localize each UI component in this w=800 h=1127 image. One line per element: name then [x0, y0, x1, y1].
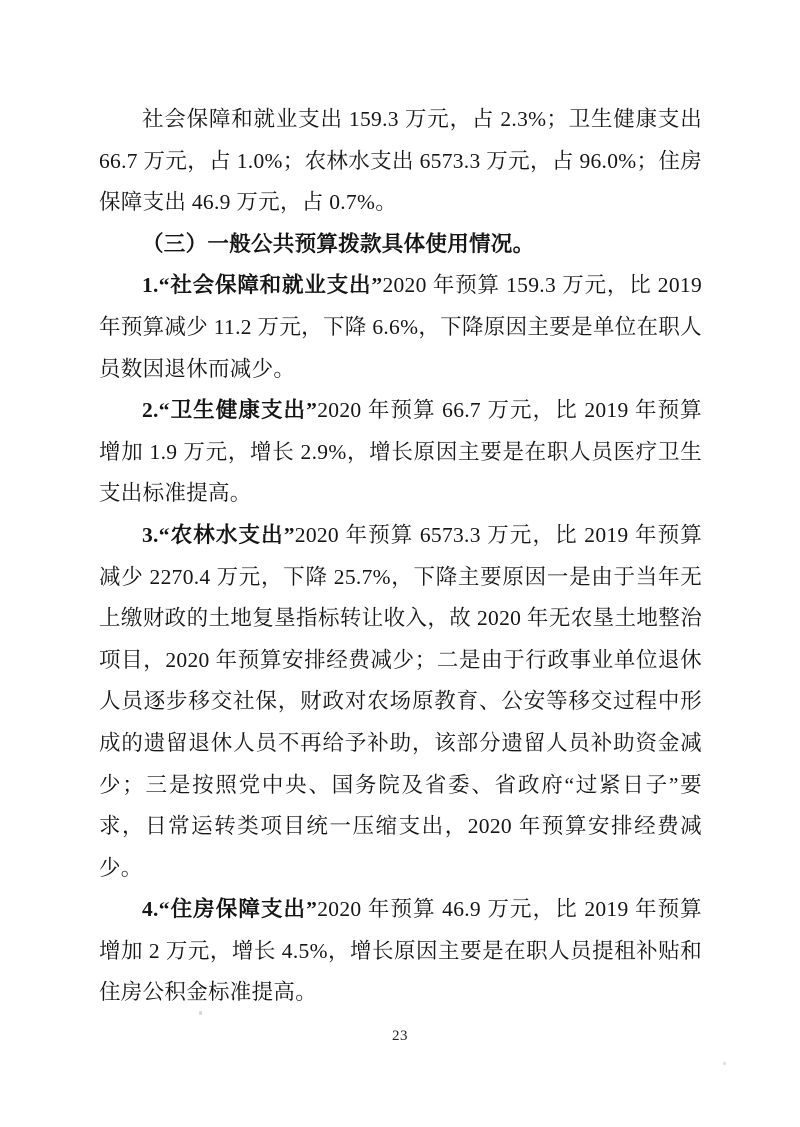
scan-speck [199, 1011, 202, 1015]
section-heading [99, 224, 702, 266]
paragraph-item-3 [99, 515, 702, 889]
paragraph-lead-bold: 2.“卫生健康支出” [142, 398, 318, 423]
section-heading-text: （三）一般公共预算拨款具体使用情况。 [142, 231, 535, 256]
paragraph-item-1 [99, 265, 702, 390]
paragraph-text: 2020 年预算 66.7 万元，比 2019 年预算增加 1.9 万元，增长 2.9%，增长原因主要是在职人员医疗卫生支出标准提高。 [99, 398, 702, 506]
paragraph-item-2 [99, 390, 702, 515]
paragraph-text: 2020 年预算 46.9 万元，比 2019 年预算增加 2 万元，增长 4.5%，增长原因主要是在职人员提租补贴和住房公积金标准提高。 [99, 897, 702, 1005]
paragraph-text: 2020 年预算 6573.3 万元，比 2019 年预算减少 2270.4 万元，下降 25.7%，下降主要原因一是由于当年无上缴财政的土地复垦指标转让收入，故 2020 年无农垦土地整治项目，2020 年预算安排经费减少；二是由于行政事业单位退休人员逐步移交社保，财政对农场原教育、公安等移交过程中形成的遗留退休人员不再给予补助，该部分遗留人员补助资金减少；三是按照党中央、国务院及省委、省政府“过紧日子”要求，日常运转类项目统一压缩支出，2020 年预算安排经费减少。 [99, 522, 703, 880]
page-number: 23 [392, 1028, 408, 1044]
document-body [99, 99, 702, 1014]
paragraph-lead-bold: 1.“社会保障和就业支出” [142, 273, 383, 298]
paragraph-text: 2020 年预算 159.3 万元，比 2019 年预算减少 11.2 万元，下降 6.6%，下降原因主要是单位在职人员数因退休而减少。 [99, 273, 702, 381]
scan-speck [723, 1062, 726, 1065]
paragraph-lead-bold: 3.“农林水支出” [142, 522, 295, 547]
paragraph-item-4 [99, 889, 702, 1014]
paragraph-lead-bold: 4.“住房保障支出” [142, 897, 318, 922]
paragraph-overview [99, 99, 702, 224]
paragraph-text: 社会保障和就业支出 159.3 万元，占 2.3%；卫生健康支出 66.7 万元，占 1.0%；农林水支出 6573.3 万元，占 96.0%；住房保障支出 46.9 万元，占 0.7%。 [99, 107, 702, 215]
